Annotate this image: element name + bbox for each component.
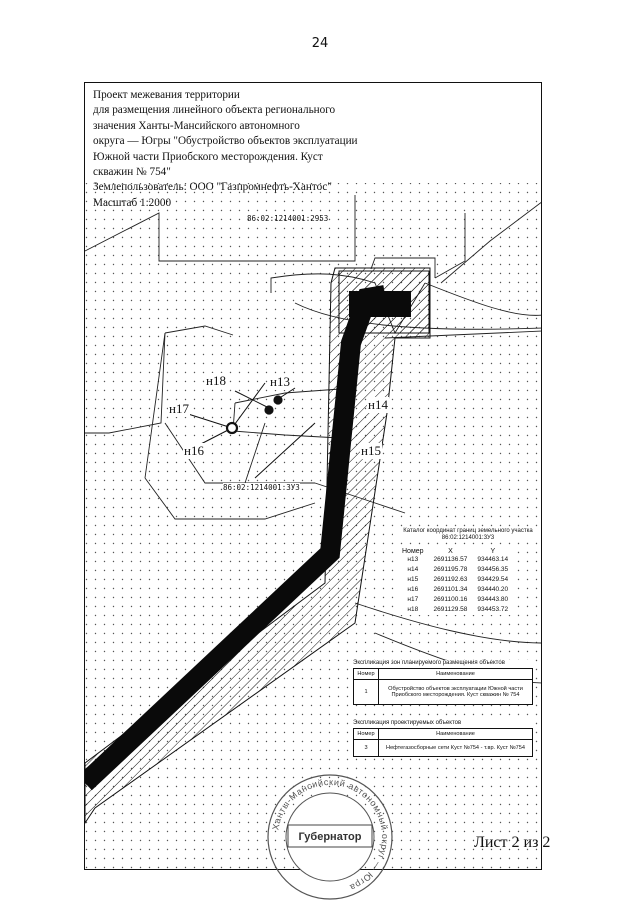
table-row xyxy=(397,605,513,615)
point-n18-marker xyxy=(264,405,273,414)
parcel-label-zu: 86:02:1214001:ЗУ3 xyxy=(223,483,300,492)
legend-cell-number: 1 xyxy=(354,680,379,705)
title-line: Южной части Приобского месторождения. Куст xyxy=(93,150,323,163)
point-label-n13: н13 xyxy=(270,374,290,389)
table-row xyxy=(397,595,513,605)
legend-planned-table xyxy=(353,668,533,705)
catalog-cell: 2691195.78 xyxy=(433,566,468,573)
catalog-header-x: X xyxy=(448,548,453,555)
catalog-cell: н18 xyxy=(407,606,419,613)
legend-header-number: Номер xyxy=(354,729,379,740)
catalog-cell: 934429.54 xyxy=(477,576,509,583)
catalog-parcel: 86:02:1214001:ЗУ3 xyxy=(393,535,542,542)
map-frame xyxy=(84,82,542,870)
legend-planned-caption: Экспликация зон планируемого размещения объектов xyxy=(353,660,505,666)
title-line: для размещения линейного объекта регионального xyxy=(93,104,336,117)
catalog-header-y: Y xyxy=(490,548,496,555)
catalog-cell: 2691136.57 xyxy=(433,556,468,563)
point-label-n16: н16 xyxy=(184,443,204,458)
catalog-cell: 2691100.16 xyxy=(433,596,468,603)
point-n17-marker xyxy=(227,423,237,433)
catalog-cell: н13 xyxy=(407,556,419,563)
stamp-ring-text: Ханты-Мансийский автономный округ — Югра xyxy=(270,776,391,893)
table-row xyxy=(397,585,513,595)
legend-cell-number: 3 xyxy=(354,740,379,757)
page-number: 24 xyxy=(311,36,329,51)
catalog-cell: н17 xyxy=(407,596,419,603)
table-row xyxy=(354,680,533,705)
point-label-n18: н18 xyxy=(206,373,226,388)
legend-planned-zones xyxy=(353,660,533,705)
catalog-cell: н15 xyxy=(407,576,419,583)
catalog-cell: н16 xyxy=(407,586,419,593)
scale-line: Масштаб 1:2000 xyxy=(93,196,172,209)
legend-cell-name: Обустройство объектов эксплуатации Южной части Приобского месторождения. Куст скважин № 754 xyxy=(379,680,533,705)
land-user-line: Землепользователь: ООО "Газпромнефть-Хантос" xyxy=(93,181,332,194)
catalog-cell: 934453.72 xyxy=(477,606,509,613)
catalog-cell: 934463.14 xyxy=(477,556,509,563)
catalog-table xyxy=(397,548,513,615)
governor-stamp xyxy=(266,773,394,901)
title-line: значения Ханты-Мансийского автономного xyxy=(93,119,300,132)
legend-header-name: Наименование xyxy=(379,729,533,740)
sheet-number: Лист 2 из 2 xyxy=(474,834,551,851)
parcel-label-top: 86:02:1214001:2953 xyxy=(247,214,329,223)
stamp-center-text: Губернатор xyxy=(298,831,362,843)
catalog-cell: 934456.35 xyxy=(477,566,509,573)
legend-header-number: Номер xyxy=(354,669,379,680)
point-label-n17: н17 xyxy=(169,401,189,416)
coordinate-catalog xyxy=(393,528,542,615)
title-block xyxy=(93,88,393,211)
catalog-cell: 2691192.63 xyxy=(433,576,468,583)
catalog-caption: Каталог координат границ земельного участка xyxy=(393,528,542,535)
table-row xyxy=(397,575,513,585)
well-pad-fill xyxy=(349,291,411,317)
catalog-cell: 934443.80 xyxy=(477,596,509,603)
title-line: округа — Югры "Обустройство объектов эксплуатации xyxy=(93,135,358,148)
legend-designed-table xyxy=(353,728,533,757)
catalog-header-number: Номер xyxy=(402,548,424,555)
table-row xyxy=(354,740,533,757)
table-row xyxy=(397,555,513,565)
legend-designed-caption: Экспликация проектируемых объектов xyxy=(353,720,462,726)
catalog-cell: 2691101.34 xyxy=(433,586,468,593)
legend-header-name: Наименование xyxy=(379,669,533,680)
title-line: Проект межевания территории xyxy=(93,89,240,101)
point-n13-marker xyxy=(273,395,282,404)
legend-cell-name: Нефтегазосборные сети Куст №754 - т.вр. Куст №754 xyxy=(379,740,533,757)
catalog-cell: 934440.20 xyxy=(477,586,509,593)
table-row xyxy=(397,565,513,575)
title-line: скважин № 754" xyxy=(93,166,171,179)
legend-designed-objects xyxy=(353,720,533,757)
point-label-n15: н15 xyxy=(361,443,381,458)
catalog-cell: 2691129.58 xyxy=(433,606,468,613)
catalog-cell: н14 xyxy=(407,566,419,573)
point-label-n14: н14 xyxy=(368,397,388,412)
